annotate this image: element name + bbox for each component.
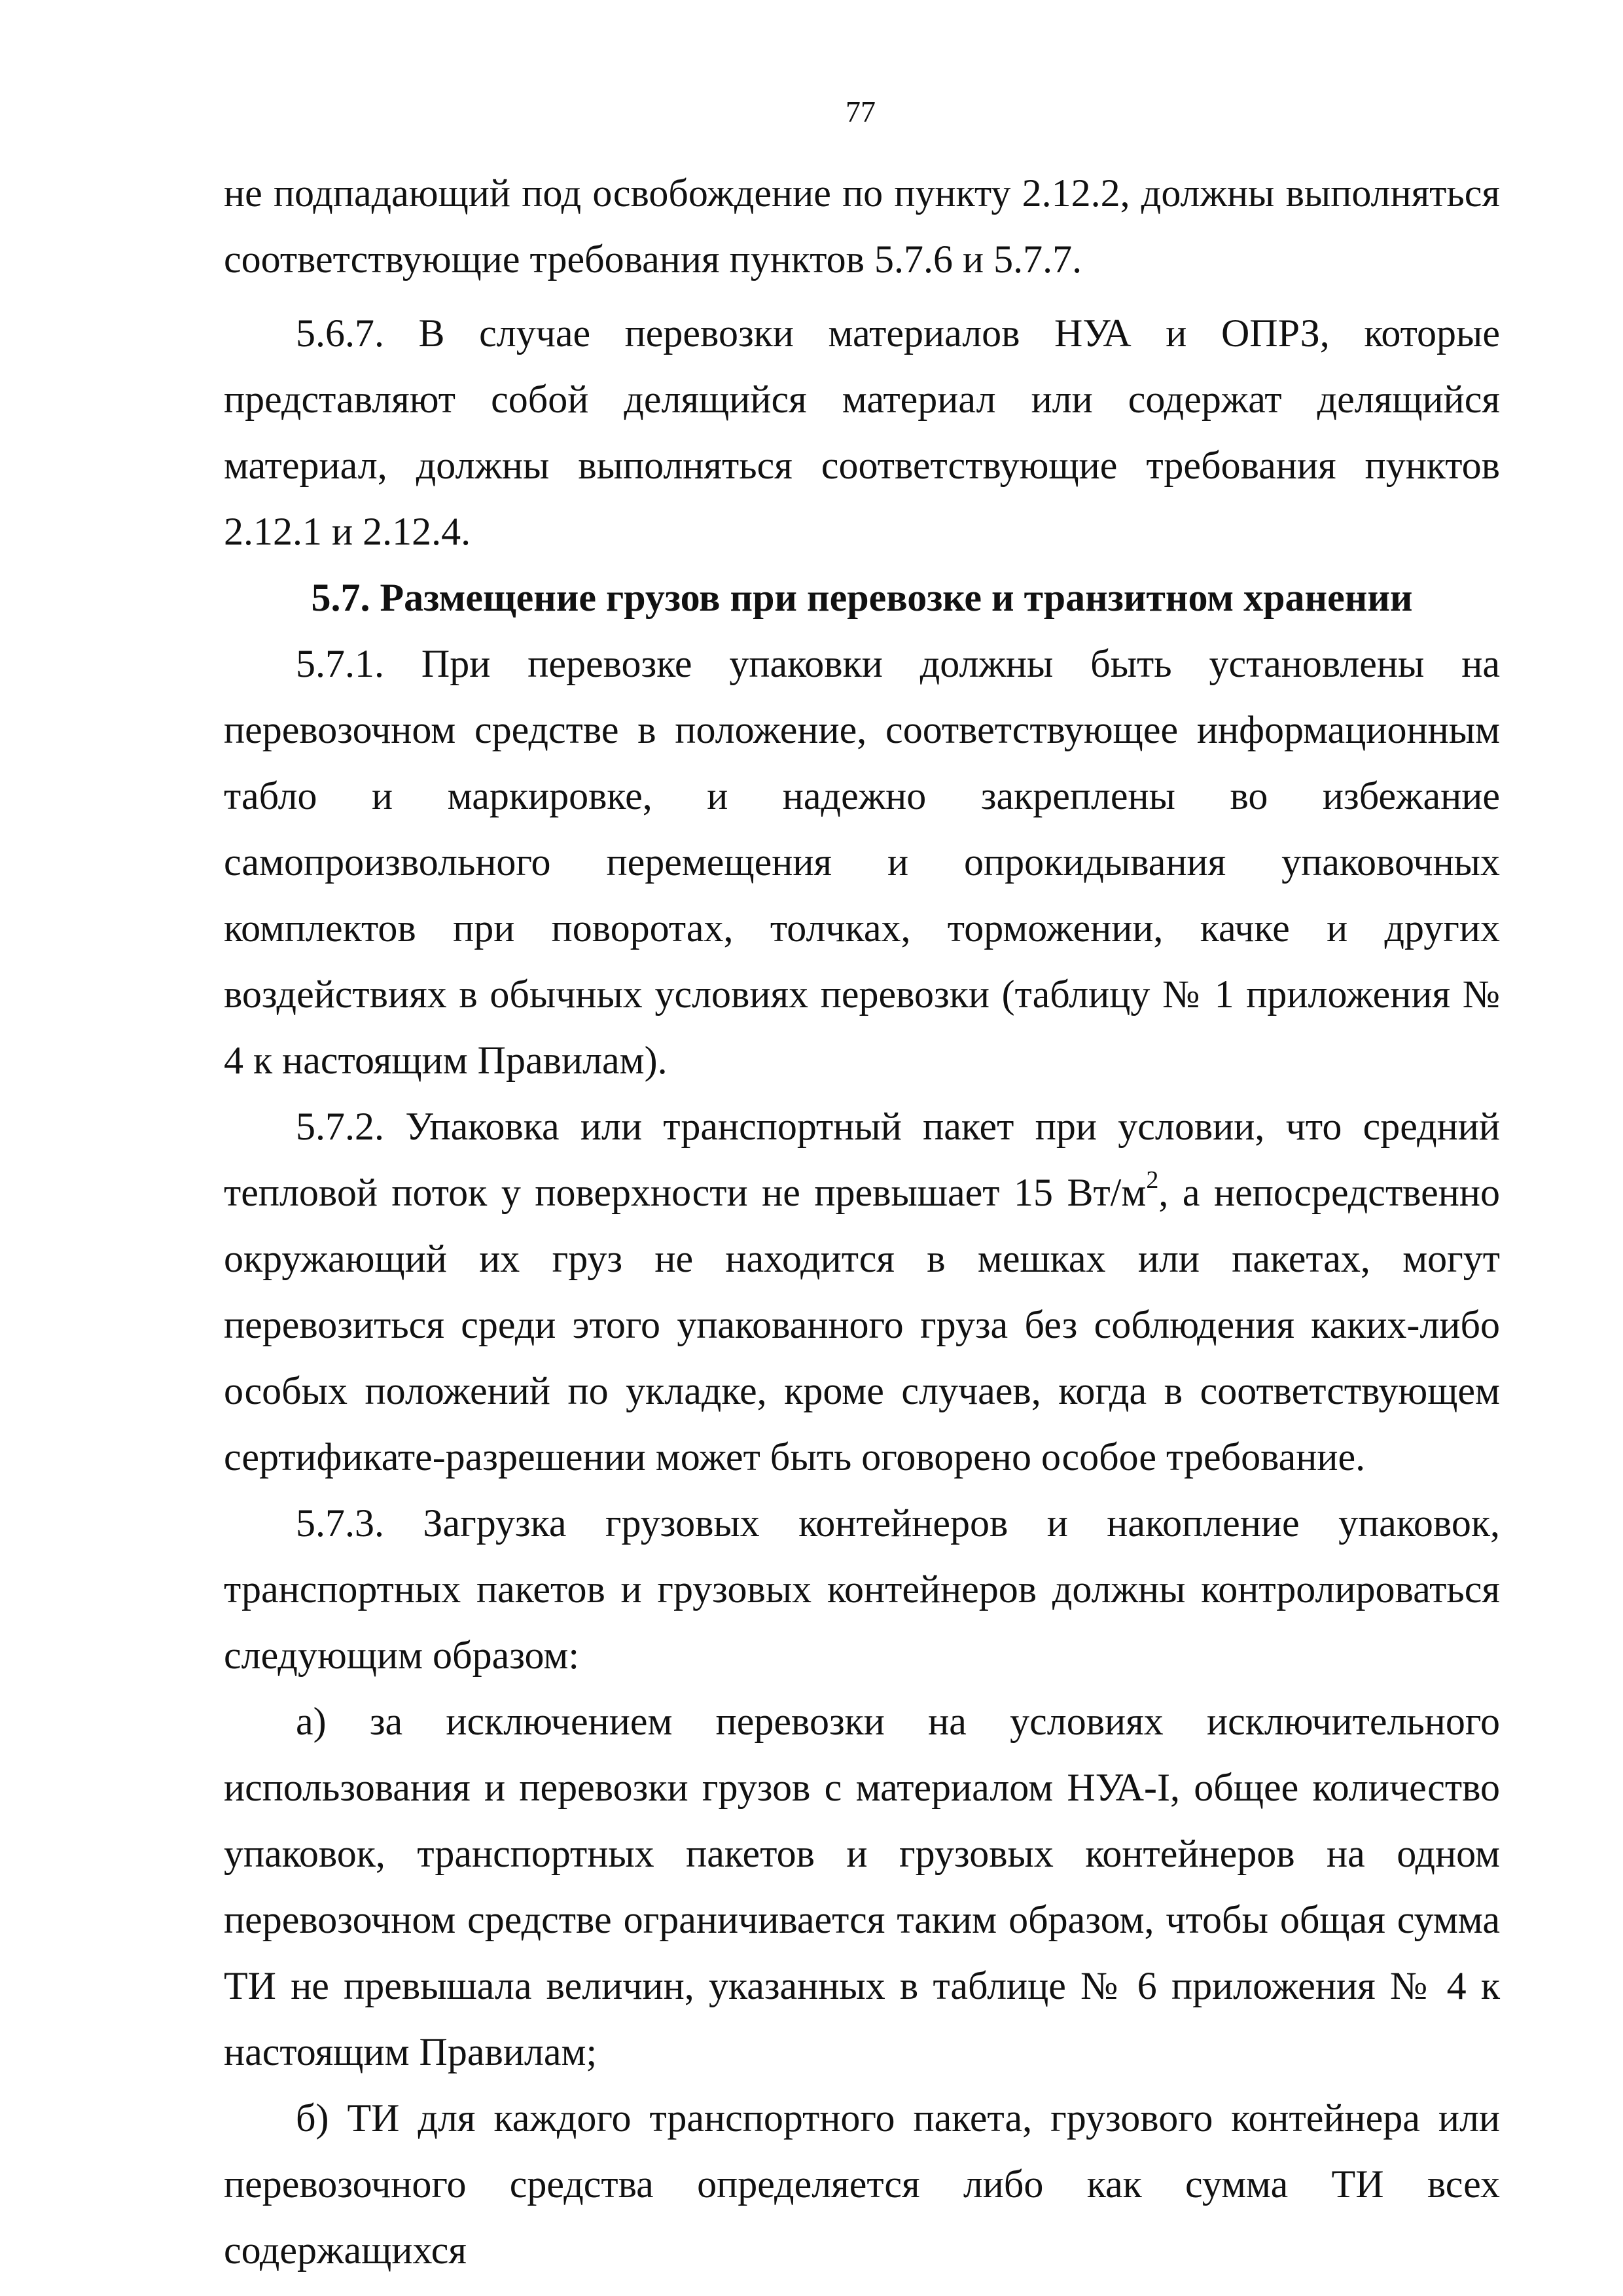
section-heading-5-7: 5.7. Размещение грузов при перевозке и транзитном хранении xyxy=(311,576,1413,619)
superscript-exponent: 2 xyxy=(1146,1166,1159,1194)
paragraph-5-7-1: 5.7.1. При перевозке упаковки должны быть установлены на перевозочном средстве в положение, соответствующее информационным табло и маркировке, и надежно закреплены во избежание самопроизвольного перемещения и опрокидывания упаковочных комплектов при поворотах, толчках, торможении, качке и других воздействиях в обычных условиях перевозки (таблицу № 1 приложения № 4 к настоящим Правилам). xyxy=(224,642,1500,1082)
paragraph-5-7-2 xyxy=(224,1094,1500,1490)
list-item-b: б) ТИ для каждого транспортного пакета, грузового контейнера или перевозочного средства определяется либо как сумма ТИ всех содержащихся xyxy=(224,2096,1500,2272)
document-body xyxy=(224,160,1500,2284)
paragraph-continuation: не подпадающий под освобождение по пункту 2.12.2, должны выполняться соответствующие требования пунктов 5.7.6 и 5.7.7. xyxy=(224,171,1500,281)
paragraph-5-7-2-text-start: 5.7.2. Упаковка или транспортный пакет при условии, что средний тепловой поток у поверхности не превышает 15 Вт/м xyxy=(224,1105,1500,1214)
list-item-a: а) за исключением перевозки на условиях исключительного использования и перевозки грузов с материалом НУА-I, общее количество упаковок, транспортных пакетов и грузовых контейнеров на одном перевозочном средстве ограничивается таким образом, чтобы общая сумма ТИ не превышала величин, указанных в таблице № 6 приложения № 4 к настоящим Правилам; xyxy=(224,1700,1500,2073)
paragraph-5-7-2-text-end: , а непосредственно окружающий их груз не находится в мешках или пакетах, могут перевозиться среди этого упакованного груза без соблюдения каких-либо особых положений по укладке, кроме случаев, когда в соответствующем сертификате-разрешении может быть оговорено особое требование. xyxy=(224,1171,1500,1479)
paragraph-5-6-7: 5.6.7. В случае перевозки материалов НУА и ОПРЗ, которые представляют собой делящийся материал или содержат делящийся материал, должны выполняться соответствующие требования пунктов 2.12.1 и 2.12.4. xyxy=(224,312,1500,553)
page-number: 77 xyxy=(846,95,876,128)
paragraph-5-7-3: 5.7.3. Загрузка грузовых контейнеров и накопление упаковок, транспортных пакетов и грузовых контейнеров должны контролироваться следующим образом: xyxy=(224,1501,1500,1677)
